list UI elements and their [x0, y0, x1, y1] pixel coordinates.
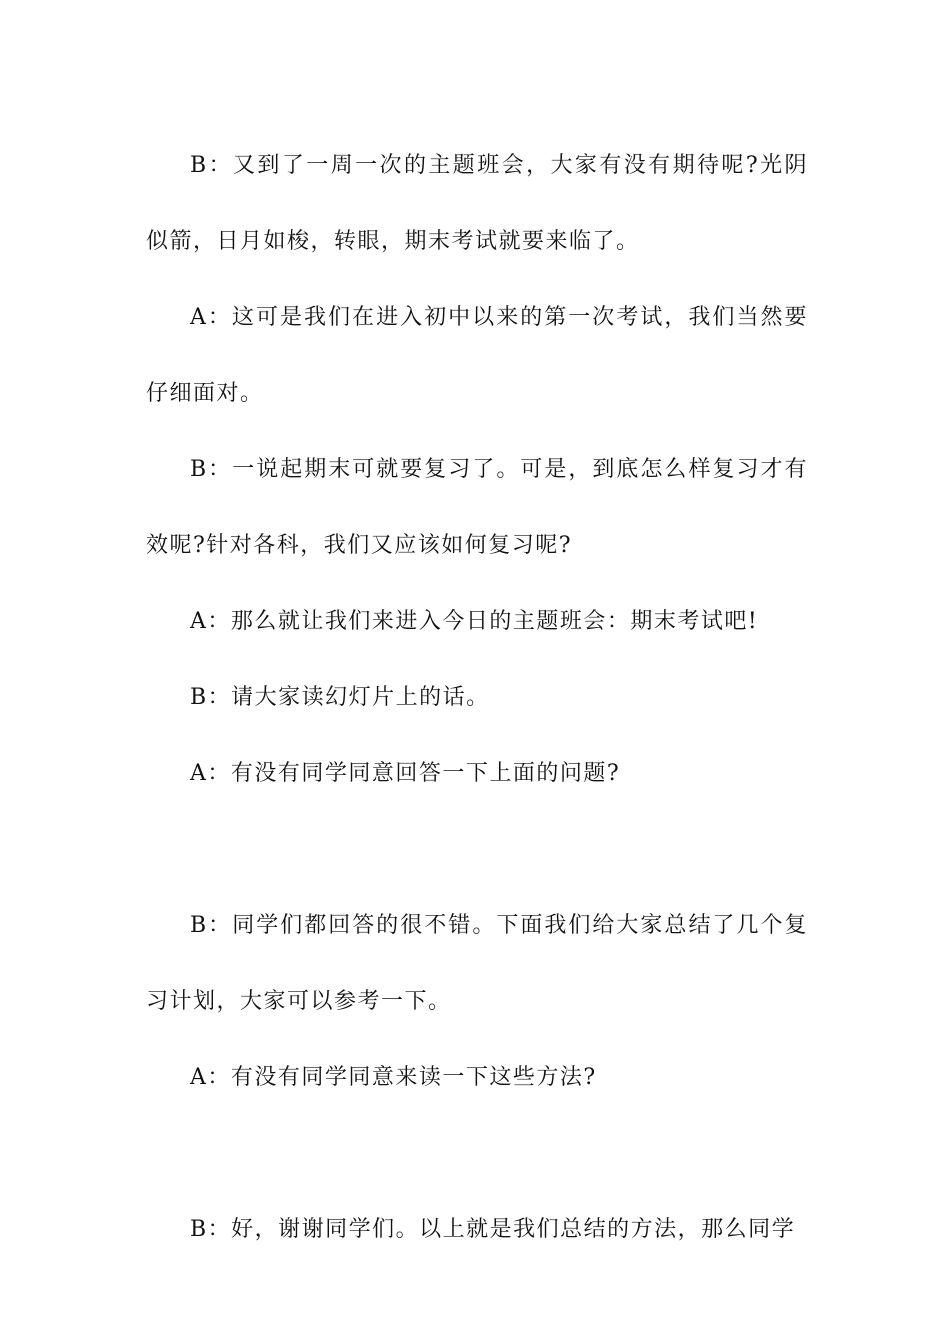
paragraph-8: A：有没有同学同意来读一下这些方法? [190, 1065, 597, 1090]
paragraph-5: B：请大家读幻灯片上的话。 [190, 685, 490, 710]
paragraph-7: B：同学们都回答的很不错。下面我们给大家总结了几个复习计划，大家可以参考一下。 [146, 913, 808, 1014]
blank-line [146, 812, 808, 888]
paragraph-2: A：这可是我们在进入初中以来的第一次考试，我们当然要仔细面对。 [146, 305, 808, 406]
paragraph-9: B：好，谢谢同学们。以上就是我们总结的方法，那么同学 [190, 1217, 796, 1242]
paragraph-1: B：又到了一周一次的主题班会，大家有没有期待呢?光阴似箭，日月如梭，转眼，期末考试就要来临了。 [146, 153, 808, 254]
paragraph-3: B：一说起期末可就要复习了。可是，到底怎么样复习才有效呢?针对各科，我们又应该如何复习呢? [146, 457, 808, 558]
paragraph-4: A：那么就让我们来进入今日的主题班会：期末考试吧! [190, 609, 759, 634]
document-body [146, 128, 808, 1268]
blank-line [146, 1116, 808, 1192]
paragraph-6: A：有没有同学同意回答一下上面的问题? [190, 761, 621, 786]
